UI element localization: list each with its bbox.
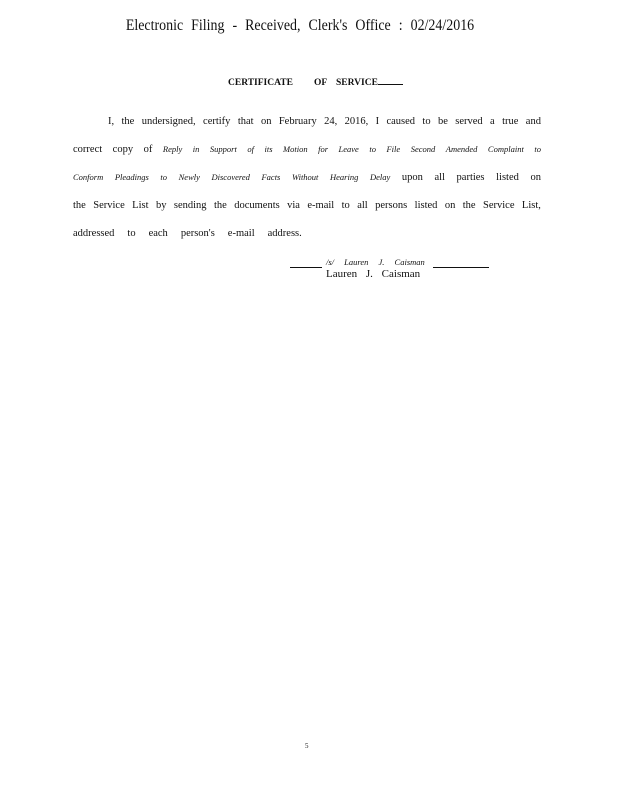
body-word: of <box>143 144 153 155</box>
body-line-1 <box>108 116 541 127</box>
body-word: to <box>534 144 541 154</box>
body-word: correct <box>73 144 103 155</box>
body-word: on <box>260 116 272 127</box>
body-word: Newly <box>178 172 200 182</box>
body-line-5 <box>73 228 541 239</box>
body-word: of <box>247 144 254 154</box>
body-word: on <box>530 172 541 183</box>
body-word: via <box>287 200 300 211</box>
body-word: Discovered <box>211 172 250 182</box>
body-word: Pleadings <box>114 172 149 182</box>
body-line-3 <box>73 172 541 183</box>
body-word: Second <box>410 144 436 154</box>
body-word: upon <box>401 172 423 183</box>
body-word: to <box>160 172 168 182</box>
body-word: 24, <box>324 116 338 127</box>
body-word: February <box>278 116 317 127</box>
body-line-4 <box>73 200 541 211</box>
certificate-title <box>228 75 403 88</box>
body-word: e-mail <box>307 200 335 211</box>
body-word: person's <box>180 228 215 239</box>
body-word: Service <box>93 200 125 211</box>
body-word: Motion <box>283 144 308 154</box>
body-word: e-mail <box>227 228 255 239</box>
body-word: Complaint <box>487 144 524 154</box>
body-word: true <box>502 116 519 127</box>
body-word: be <box>437 116 448 127</box>
page-number: 5 <box>305 742 309 750</box>
body-word: by <box>155 200 167 211</box>
body-word: 2016, <box>344 116 369 127</box>
body-word: served <box>455 116 483 127</box>
body-word: for <box>318 144 329 154</box>
body-word: Amended <box>445 144 478 154</box>
body-word: parties <box>456 172 485 183</box>
body-word: documents <box>234 200 280 211</box>
body-word: certify <box>203 116 231 127</box>
body-word: sending <box>173 200 207 211</box>
body-line-2 <box>73 144 541 155</box>
body-word: Service <box>483 200 515 211</box>
body-word: each <box>148 228 168 239</box>
body-word: Support <box>209 144 237 154</box>
body-word: List, <box>521 200 541 211</box>
body-word: listed <box>496 172 519 183</box>
body-word: Delay <box>369 172 391 182</box>
body-word: Facts <box>261 172 281 182</box>
filing-stamp: Electronic Filing - Received, Clerk's Office : 02/24/2016 <box>125 17 475 34</box>
body-word: undersigned, <box>141 116 196 127</box>
body-word: Hearing <box>330 172 359 182</box>
body-word: Reply <box>162 144 183 154</box>
body-word: to <box>127 228 136 239</box>
electronic-signature: /s/ Lauren J. Caisman <box>326 257 425 267</box>
body-word: the <box>213 200 227 211</box>
body-word: to <box>422 116 431 127</box>
body-word: to <box>341 200 350 211</box>
body-word: its <box>264 144 273 154</box>
body-word: File <box>386 144 401 154</box>
body-word: to <box>369 144 376 154</box>
body-word: caused <box>386 116 416 127</box>
body-word: I <box>375 116 380 127</box>
body-word: all <box>357 200 368 211</box>
body-word: and <box>525 116 541 127</box>
body-word: in <box>192 144 200 154</box>
body-word: persons <box>375 200 408 211</box>
signer-name: Lauren J. Caisman <box>326 268 421 280</box>
title-word: CERTIFICATE <box>228 78 293 88</box>
body-word: address. <box>267 228 302 239</box>
body-word: Conform <box>73 172 104 182</box>
title-word: SERVICE <box>336 78 378 88</box>
body-word: addressed <box>73 228 115 239</box>
body-word: I, <box>108 116 115 127</box>
body-word: Without <box>291 172 319 182</box>
body-word: the <box>73 200 86 211</box>
body-word: on <box>444 200 456 211</box>
body-word: that <box>237 116 254 127</box>
body-word: a <box>490 116 495 127</box>
title-word: OF <box>314 78 328 88</box>
body-word: the <box>121 116 135 127</box>
body-word: copy <box>112 144 134 155</box>
body-word: the <box>462 200 476 211</box>
body-word: listed <box>414 200 438 211</box>
body-word: all <box>434 172 445 183</box>
body-word: List <box>132 200 149 211</box>
body-word: Leave <box>338 144 359 154</box>
